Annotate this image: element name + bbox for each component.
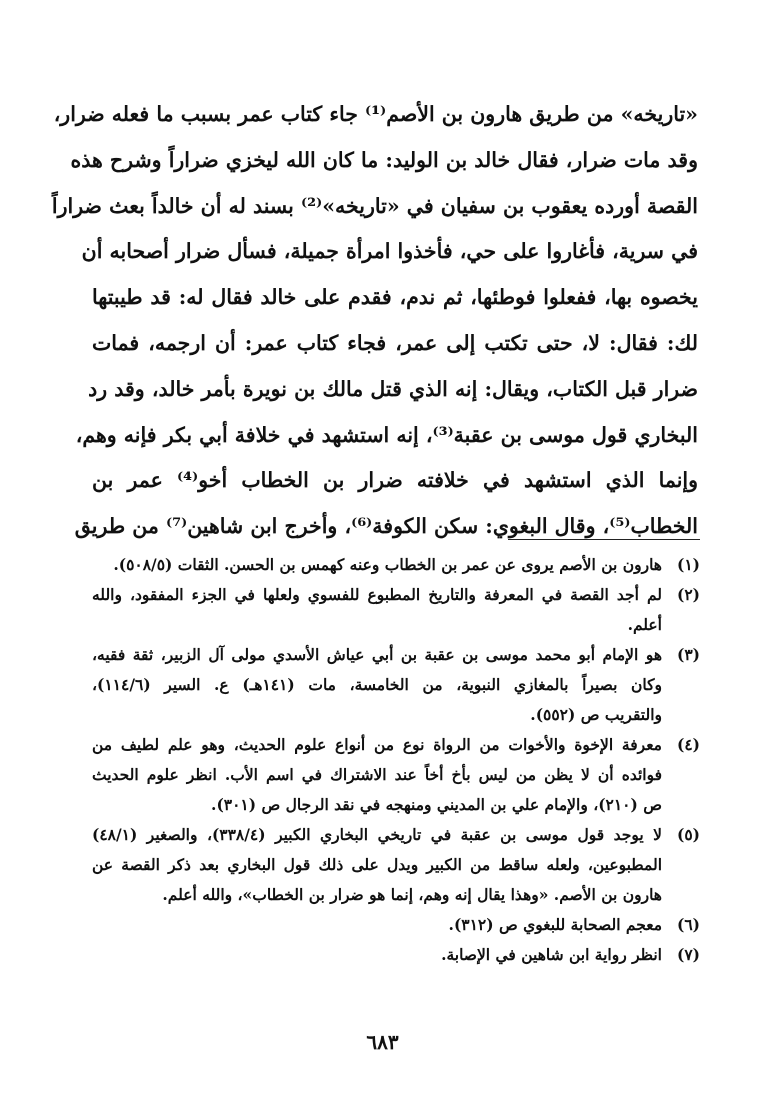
main-text — [51, 92, 698, 550]
footnote-6 — [92, 910, 700, 940]
footnote-1 — [92, 550, 700, 580]
footnote-body — [92, 820, 662, 910]
footnote-line: معرفة الإخوة والأخوات من الرواة نوع من أنواع علوم الحديث، وهو علم لطيف من — [92, 735, 662, 754]
main-text-line: البخاري قول موسى بن عقبة⁽³⁾، إنه استشهد في خلافة أبي بكر فإنه وهم، — [75, 422, 698, 447]
footnote-3 — [92, 640, 700, 730]
footnote-separator — [508, 539, 700, 540]
footnote-5 — [92, 820, 700, 910]
footnote-7 — [92, 940, 700, 970]
main-text-line: في سرية، فأغاروا على حي، فأخذوا امرأة جميلة، فسأل ضرار أصحابه أن — [81, 239, 698, 264]
footnote-body — [92, 730, 662, 820]
main-text-line: القصة أورده يعقوب بن سفيان في «تاريخه»⁽²⁾ بسند له أن خالداً بعث ضراراً — [51, 193, 698, 218]
footnote-number: (٤) — [676, 735, 700, 754]
footnote-line: هارون بن الأصم. «وهذا يقال إنه وهم، إنما هو ضرار بن الخطاب»، والله أعلم. — [162, 885, 662, 904]
footnote-line: هو الإمام أبو محمد موسى بن عقبة بن أبي عياش الأسدي مولى آل الزبير، ثقة فقيه، — [92, 645, 662, 664]
footnote-line: أعلم. — [627, 615, 662, 634]
footnote-line: وكان بصيراً بالمغازي النبوية، من الخامسة، مات (١٤١هـ) ع. السير (١١٤/٦)، — [92, 675, 662, 694]
footnote-body — [92, 580, 662, 640]
footnote-number: (٦) — [676, 915, 700, 934]
footnote-line: لا يوجد قول موسى بن عقبة في تاريخي البخاري الكبير (٣٣٨/٤)، والصغير (٤٨/١) — [92, 825, 662, 844]
footnote-number: (٢) — [676, 585, 700, 604]
footnote-number: (١) — [676, 555, 700, 574]
main-text-line: وقد مات ضرار، فقال خالد بن الوليد: ما كان الله ليخزي ضراراً وشرح هذه — [70, 147, 698, 172]
footnote-line: المطبوعين، ولعله ساقط من الكبير ويدل على ذلك قول البخاري بعد ذكر القصة عن — [92, 855, 662, 874]
page-number: ٦٨٣ — [366, 1030, 399, 1054]
footnote-line: فوائده أن لا يظن من ليس بأخ أخاً عند الاشتراك في اسم الأب. انظر علوم الحديث — [92, 765, 662, 784]
footnote-number: (٥) — [676, 825, 700, 844]
main-text-line: «تاريخه» من طريق هارون بن الأصم⁽¹⁾ جاء كتاب عمر بسبب ما فعله ضرار، — [53, 102, 698, 126]
footnote-4 — [92, 730, 700, 820]
footnote-line: معجم الصحابة للبغوي ص (٣١٢). — [448, 915, 662, 934]
main-text-line: ضرار قبل الكتاب، ويقال: إنه الذي قتل مالك بن نويرة بأمر خالد، وقد رد — [88, 376, 698, 401]
footnote-line: انظر رواية ابن شاهين في الإصابة. — [441, 945, 662, 964]
main-text-line: لك: فقال: لا، حتى تكتب إلى عمر، فجاء كتاب عمر: أن ارجمه، فمات — [92, 330, 698, 355]
footnote-body — [92, 940, 662, 970]
footnote-2 — [92, 580, 700, 640]
footnote-line: والتقريب ص (٥٥٢). — [530, 705, 662, 724]
footnote-line: ص (٢١٠)، والإمام علي بن المديني ومنهجه في نقد الرجال ص (٣٠١). — [211, 795, 662, 814]
footnote-line: لم أجد القصة في المعرفة والتاريخ المطبوع للفسوي ولعلها في الجزء المفقود، والله — [92, 585, 662, 604]
main-text-line: وإنما الذي استشهد في خلافته ضرار بن الخطاب أخو⁽⁴⁾ عمر بن — [92, 468, 698, 493]
footnote-line: هارون بن الأصم يروى عن عمر بن الخطاب وعنه كهمس بن الحسن. الثقات (٥٠٨/٥). — [113, 555, 662, 574]
footnote-body — [92, 910, 662, 940]
footnote-number: (٧) — [676, 945, 700, 964]
main-text-line: الخطاب⁽⁵⁾، وقال البغوي: سكن الكوفة⁽⁶⁾، وأخرج ابن شاهين⁽⁷⁾ من طريق — [74, 514, 698, 539]
footnote-body — [92, 550, 662, 580]
footnotes — [92, 550, 700, 970]
footnote-number: (٣) — [676, 645, 700, 664]
footnote-body — [92, 640, 662, 730]
main-text-line: يخصوه بها، ففعلوا فوطئها، ثم ندم، فقدم على خالد فقال له: قد طيبتها — [92, 285, 698, 310]
